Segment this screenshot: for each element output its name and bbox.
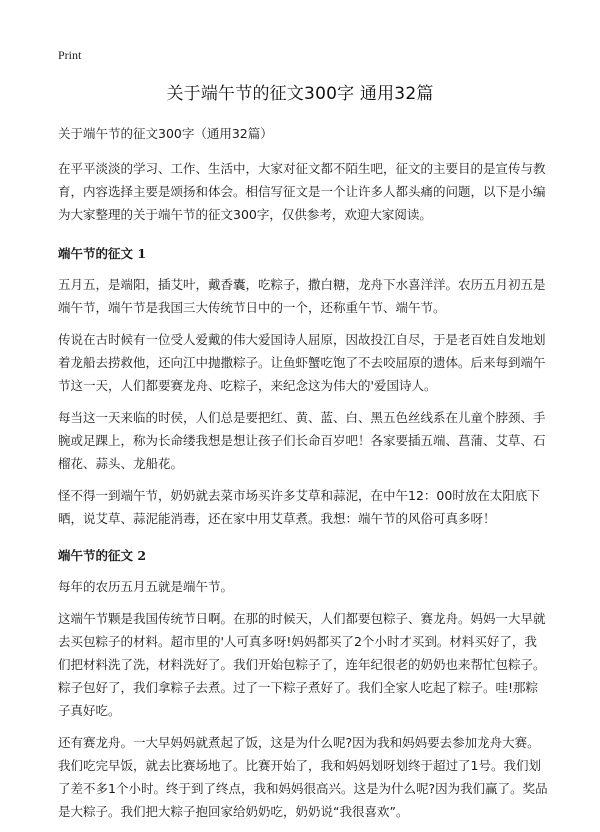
section-2-paragraph: 还有赛龙舟。一大早妈妈就煮起了饭，这是为什么呢?因为我和妈妈要去参加龙舟大赛。我们吃完早饭，就去比赛场地了。比赛开始了，我和妈妈划呀划终于超过了1号。我们划了差不多1个小时。终于到了终点，我和妈妈很高兴。这是为什么呢?因为我们赢了。奖品是大粽子。我们把大粽子抱回家给奶奶吃，奶奶说“我很喜欢”。 [58,735,548,819]
section-heading-1: 端午节的征文 1 [58,246,147,261]
section-1-paragraph: 传说在古时候有一位受人爱戴的伟大爱国诗人屈原，因故投江自尽，于是老百姓自发地划着龙船去捞救他，还向江中抛撒粽子。让鱼虾蟹吃饱了不去咬屈原的遗体。后来每到端午节这一天，人们都要赛龙舟、吃粽子，来纪念这为伟大的'爱国诗人。 [58,332,546,393]
section-2-paragraph: 每年的农历五月五就是端午节。 [58,579,234,594]
section-1-paragraph: 怪不得一到端午节，奶奶就去菜市场买许多艾草和蒜泥，在中午12：00时放在太阳底下晒，说艾草、蒜泥能消毒，还在家中用艾草煮。我想：端午节的风俗可真多呀！ [58,488,540,526]
print-link[interactable]: Print [58,48,82,62]
document-title: 关于端午节的征文300字 通用32篇 [166,84,434,104]
intro-paragraph: 在平平淡淡的学习、工作、生活中，大家对征文都不陌生吧，征文的主要目的是宣传与教育，内容选择主要是颂扬和体会。相信写征文是一个让许多人都头痛的问题，以下是小编为大家整理的关于端午节的征文300字，仅供参考，欢迎大家阅读。 [58,161,546,222]
section-heading-2: 端午节的征文 2 [58,548,147,563]
document-subtitle: 关于端午节的征文300字（通用32篇） [58,126,273,141]
section-1-paragraph: 每当这一天来临的时侯，人们总是要把红、黄、蓝、白、黑五色丝线系在儿童个脖颈、手腕或足踝上，称为长命缕我想是想让孩子们长命百岁吧！各家要插五端、菖蒲、艾草、石榴花、蒜头、龙船花。 [58,410,546,471]
document-body [58,122,548,832]
section-1-paragraph: 五月五，是端阳，插艾叶，戴香囊，吃粽子，撒白糖，龙舟下水喜洋洋。农历五月初五是端午节，端午节是我国三大传统节日中的一个，还称重午节、端午节。 [58,277,546,315]
section-2-paragraph: 这端午节颗是我国传统节日啊。在那的时候天，人们都要包粽子、赛龙舟。妈妈一大早就去买包粽子的材料。超市里的'人可真多呀!妈妈都买了2个小时才买到。材料买好了，我们把材料洗了洗，材料洗好了。我们开始包粽子了，连年纪很老的奶奶也来帮忙包粽子。粽子包好了，我们拿粽子去煮。过了一下粽子煮好了。我们全家人吃起了粽子。哇!那粽子真好吃。 [58,611,546,718]
